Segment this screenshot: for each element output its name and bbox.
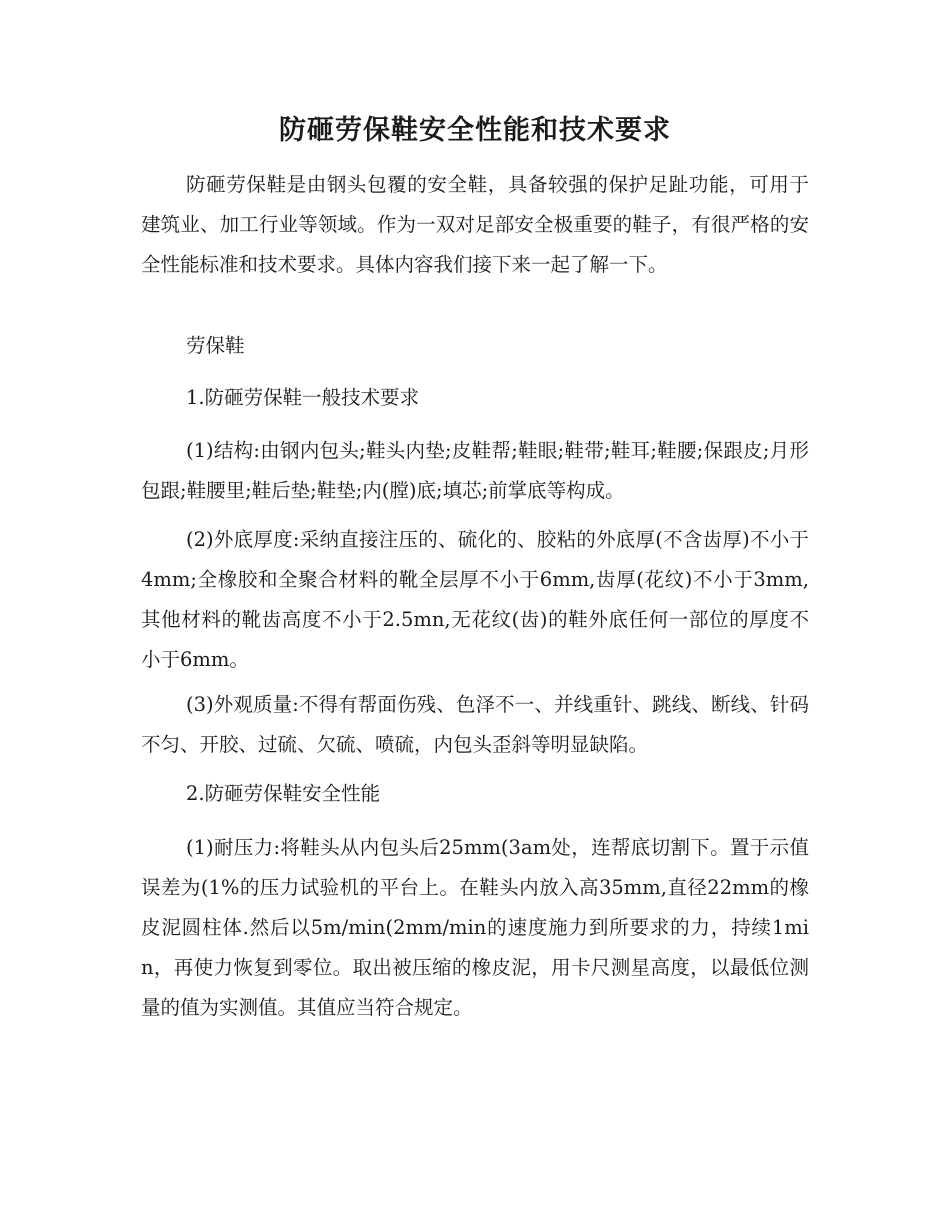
- paragraph-compression-resistance: (1)耐压力:将鞋头从内包头后25mm(3am处，连帮底切割下。置于示值误差为(1%的压力试验机的平台上。在鞋头内放入高35mm,直径22mm的橡皮泥圆柱体.然后以5m/min(2mm/min的速度施力到所要求的力，持续1min，再使力恢复到零位。取出被压缩的橡皮泥，用卡尺测星高度，以最低位测量的值为实测值。其值应当符合规定。: [141, 836, 809, 1019]
- paragraph-appearance-quality: (3)外观质量:不得有帮面伤残、色泽不一、并线重针、跳线、断线、针码不匀、开胶、过硫、欠硫、喷硫，内包头歪斜等明显缺陷。: [141, 693, 809, 756]
- paragraph-sole-thickness: (2)外底厚度:采纳直接注压的、硫化的、胶粘的外底厚(不含齿厚)不小于4mm;全橡胶和全聚合材料的靴全层厚不小于6mm,齿厚(花纹)不小于3mm,其他材料的靴齿高度不小于2.5mn,无花纹(齿)的鞋外底任何一部位的厚度不小于6mm。: [141, 528, 809, 671]
- section-label-shoes: 劳保鞋: [186, 334, 245, 357]
- document-title: 防砸劳保鞋安全性能和技术要求: [279, 115, 671, 146]
- paragraph-structure: (1)结构:由钢内包头;鞋头内垫;皮鞋帮;鞋眼;鞋带;鞋耳;鞋腰;保跟皮;月形包跟;鞋腰里;鞋后垫;鞋垫;内(膛)底;填芯;前掌底等构成。: [141, 439, 809, 502]
- section-heading-general-requirements: 1.防砸劳保鞋一般技术要求: [186, 386, 420, 409]
- intro-paragraph: 防砸劳保鞋是由钢头包覆的安全鞋，具备较强的保护足趾功能，可用于建筑业、加工行业等领域。作为一双对足部安全极重要的鞋子，有很严格的安全性能标准和技术要求。具体内容我们接下来一起了解一下。: [141, 173, 809, 276]
- section-heading-safety-performance: 2.防砸劳保鞋安全性能: [186, 782, 381, 805]
